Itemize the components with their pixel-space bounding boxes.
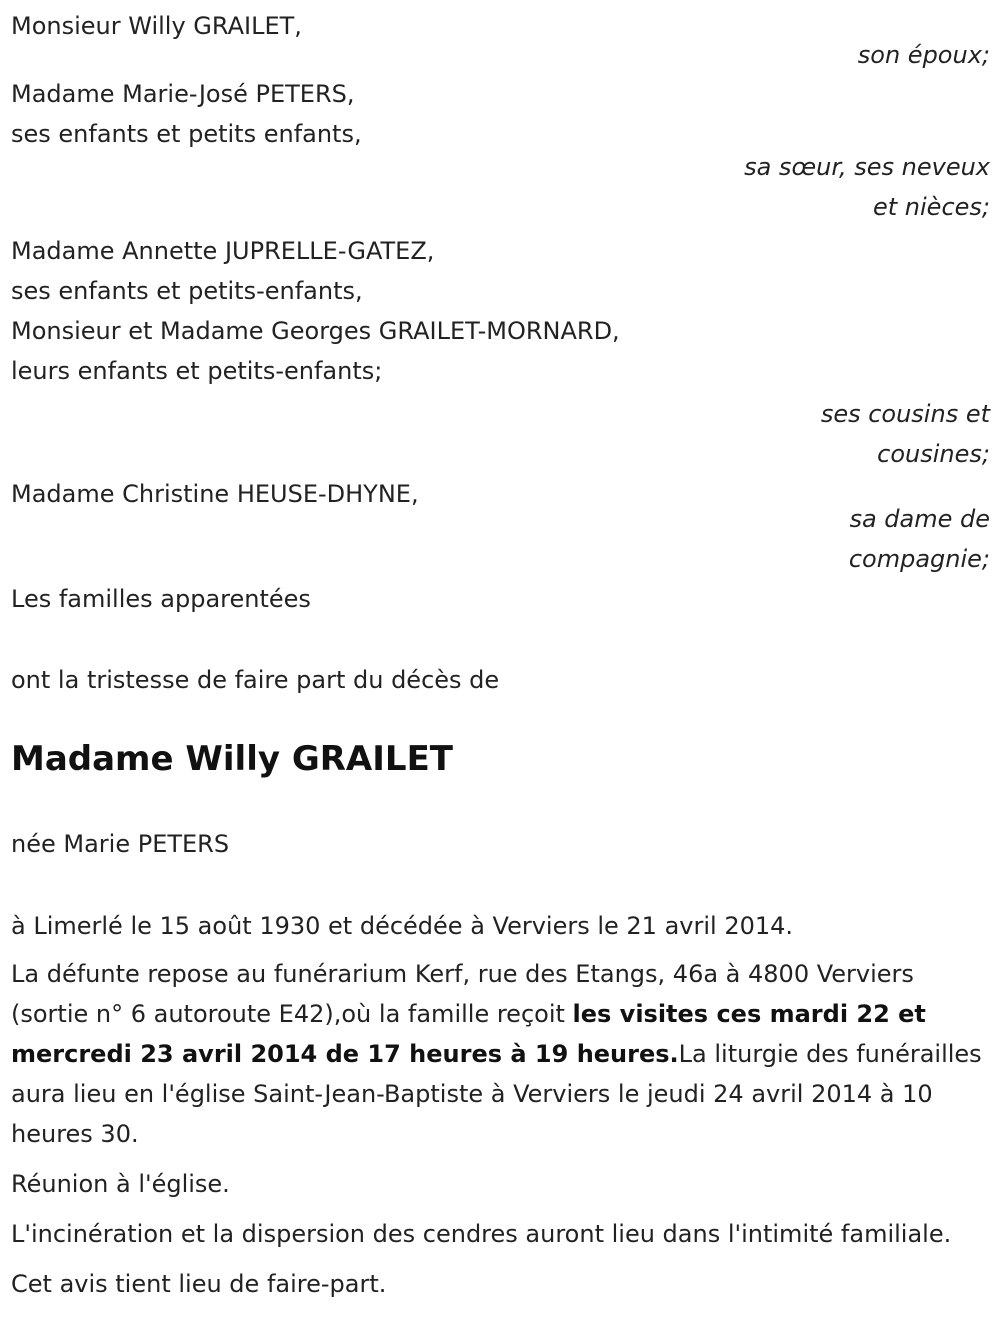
relation-label: ses cousins et: [820, 400, 990, 428]
cremation-text: L'incinération et la dispersion des cendres auront lieu dans l'intimité familiale.: [11, 1220, 952, 1248]
family-group-sister: [11, 74, 990, 227]
visits-schedule: les visites ces mardi 22 et mercredi 23 avril 2014 de 17 heures à 19 heures.: [11, 1000, 926, 1068]
announcement-text: ont la tristesse de faire part du décès de: [11, 666, 500, 694]
relation-label: et nièces;: [873, 193, 990, 221]
family-member-line: Monsieur et Madame Georges GRAILET-MORNARD,: [11, 317, 620, 345]
family-member-line: ses enfants et petits enfants,: [11, 120, 362, 148]
family-member-line: Madame Annette JUPRELLE-GATEZ,: [11, 237, 435, 265]
funerarium-intro: La défunte repose au funérarium Kerf, rue des Etangs, 46a à 4800 Verviers (sortie n° 6 autoroute E42),où la famille reçoit: [11, 960, 914, 1028]
related-families: Les familles apparentées: [11, 585, 311, 613]
family-group-companion: [11, 474, 990, 579]
relation-label: sa dame de: [849, 505, 990, 533]
liturgy-text: La liturgie des funérailles aura lieu en l'église Saint-Jean-Baptiste à Verviers le jeudi 24 avril 2014 à 10 heures 30.: [11, 1040, 982, 1148]
relation-label: son époux;: [857, 41, 990, 69]
obituary-notice: [11, 0, 990, 1304]
family-member-line: Madame Marie-José PETERS,: [11, 80, 355, 108]
relation-label: cousines;: [877, 440, 990, 468]
family-group-cousins: [11, 231, 990, 474]
relation-label: compagnie;: [848, 545, 990, 573]
relation-label: sa sœur, ses neveux: [744, 153, 990, 181]
deceased-name: Madame Willy GRAILET: [11, 739, 453, 779]
birth-death-line: à Limerlé le 15 août 1930 et décédée à Verviers le 21 avril 2014.: [11, 912, 794, 940]
family-member-line: Monsieur Willy GRAILET,: [11, 12, 302, 40]
funerarium-paragraph: [11, 954, 990, 1154]
family-member-line: leurs enfants et petits-enfants;: [11, 357, 383, 385]
family-member-line: Madame Christine HEUSE-DHYNE,: [11, 480, 419, 508]
maiden-name: née Marie PETERS: [11, 830, 230, 858]
family-member-line: ses enfants et petits-enfants,: [11, 277, 363, 305]
notice-text: Cet avis tient lieu de faire-part.: [11, 1270, 387, 1298]
family-group-spouse: [11, 6, 990, 75]
meeting-text: Réunion à l'église.: [11, 1170, 230, 1198]
